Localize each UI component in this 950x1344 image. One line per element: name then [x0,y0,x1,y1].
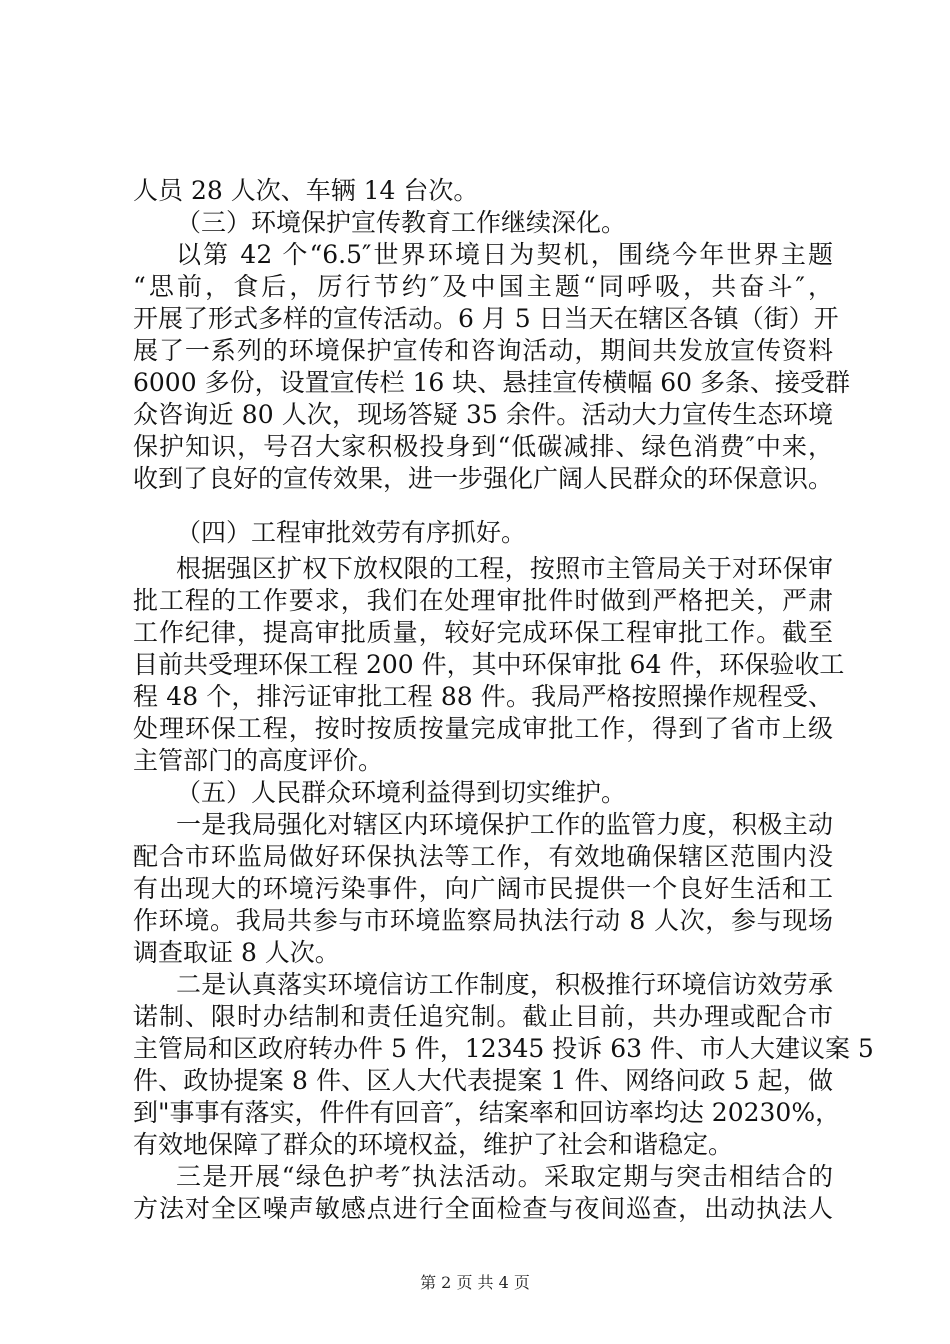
text-line: 工作纪律，提高审批质量，较好完成环保工程审批工作。截至 [133,618,833,647]
text-line: 人员 28 人次、车辆 14 台次。 [133,176,479,205]
text-line: 众咨询近 80 人次，现场答疑 35 余件。活动大力宣传生态环境 [133,400,833,429]
section-heading: （三）环境保护宣传教育工作继续深化。 [176,208,627,237]
text-line: 批工程的工作要求，我们在处理审批件时做到严格把关，严肃 [133,586,833,615]
text-line: 开展了形式多样的宣传活动。6 月 5 日当天在辖区各镇（街）开 [133,304,839,333]
text-line: 诺制、限时办结制和责任追究制。截止目前，共办理或配合市 [133,1002,833,1031]
text-line: 方法对全区噪声敏感点进行全面检查与夜间巡查，出动执法人 [133,1194,833,1223]
text-line: 主管局和区政府转办件 5 件，12345 投诉 63 件、市人大建议案 5 [133,1034,874,1063]
section-heading: （四）工程审批效劳有序抓好。 [176,518,527,547]
text-line: 处理环保工程，按时按质按量完成审批工作，得到了省市上级 [133,714,833,743]
text-line: 配合市环监局做好环保执法等工作，有效地确保辖区范围内没 [133,842,833,871]
text-line: “思前，食后，厉行节约″及中国主题“同呼吸，共奋斗″， [133,272,833,301]
text-line: 二是认真落实环境信访工作制度，积极推行环境信访效劳承 [176,970,833,999]
text-line: 6000 多份，设置宣传栏 16 块、悬挂宣传横幅 60 多条、接受群 [133,368,850,397]
text-line: 到"事事有落实，件件有回音″，结案率和回访率均达 20230%， [133,1098,841,1127]
text-line: 作环境。我局共参与市环境监察局执法行动 8 人次，参与现场 [133,906,833,935]
text-line: 有出现大的环境污染事件，向广阔市民提供一个良好生活和工 [133,874,833,903]
text-line: 根据强区扩权下放权限的工程，按照市主管局关于对环保审 [176,554,833,583]
text-line: 有效地保障了群众的环境权益，维护了社会和谐稳定。 [133,1130,734,1159]
text-line: 以第 42 个“6.5″世界环境日为契机，围绕今年世界主题 [176,240,833,269]
text-line: 调查取证 8 人次。 [133,938,340,967]
text-line: 保护知识，号召大家积极投身到“低碳减排、绿色消费″中来， [133,432,833,461]
section-heading: （五）人民群众环境利益得到切实维护。 [176,778,627,807]
text-line: 三是开展“绿色护考″执法活动。采取定期与突击相结合的 [176,1162,833,1191]
text-line: 展了一系列的环境保护宣传和咨询活动，期间共发放宣传资料 [133,336,833,365]
text-line: 主管部门的高度评价。 [133,746,384,775]
text-line: 程 48 个，排污证审批工程 88 件。我局严格按照操作规程受、 [133,682,833,711]
text-line: 件、政协提案 8 件、区人大代表提案 1 件、网络问政 5 起，做 [133,1066,833,1095]
page-number-footer: 第 2 页 共 4 页 [420,1273,530,1292]
text-line: 一是我局强化对辖区内环境保护工作的监管力度，积极主动 [176,810,833,839]
text-line: 目前共受理环保工程 200 件，其中环保审批 64 件，环保验收工 [133,650,845,679]
text-line: 收到了良好的宣传效果，进一步强化广阔人民群众的环保意识。 [133,464,834,493]
